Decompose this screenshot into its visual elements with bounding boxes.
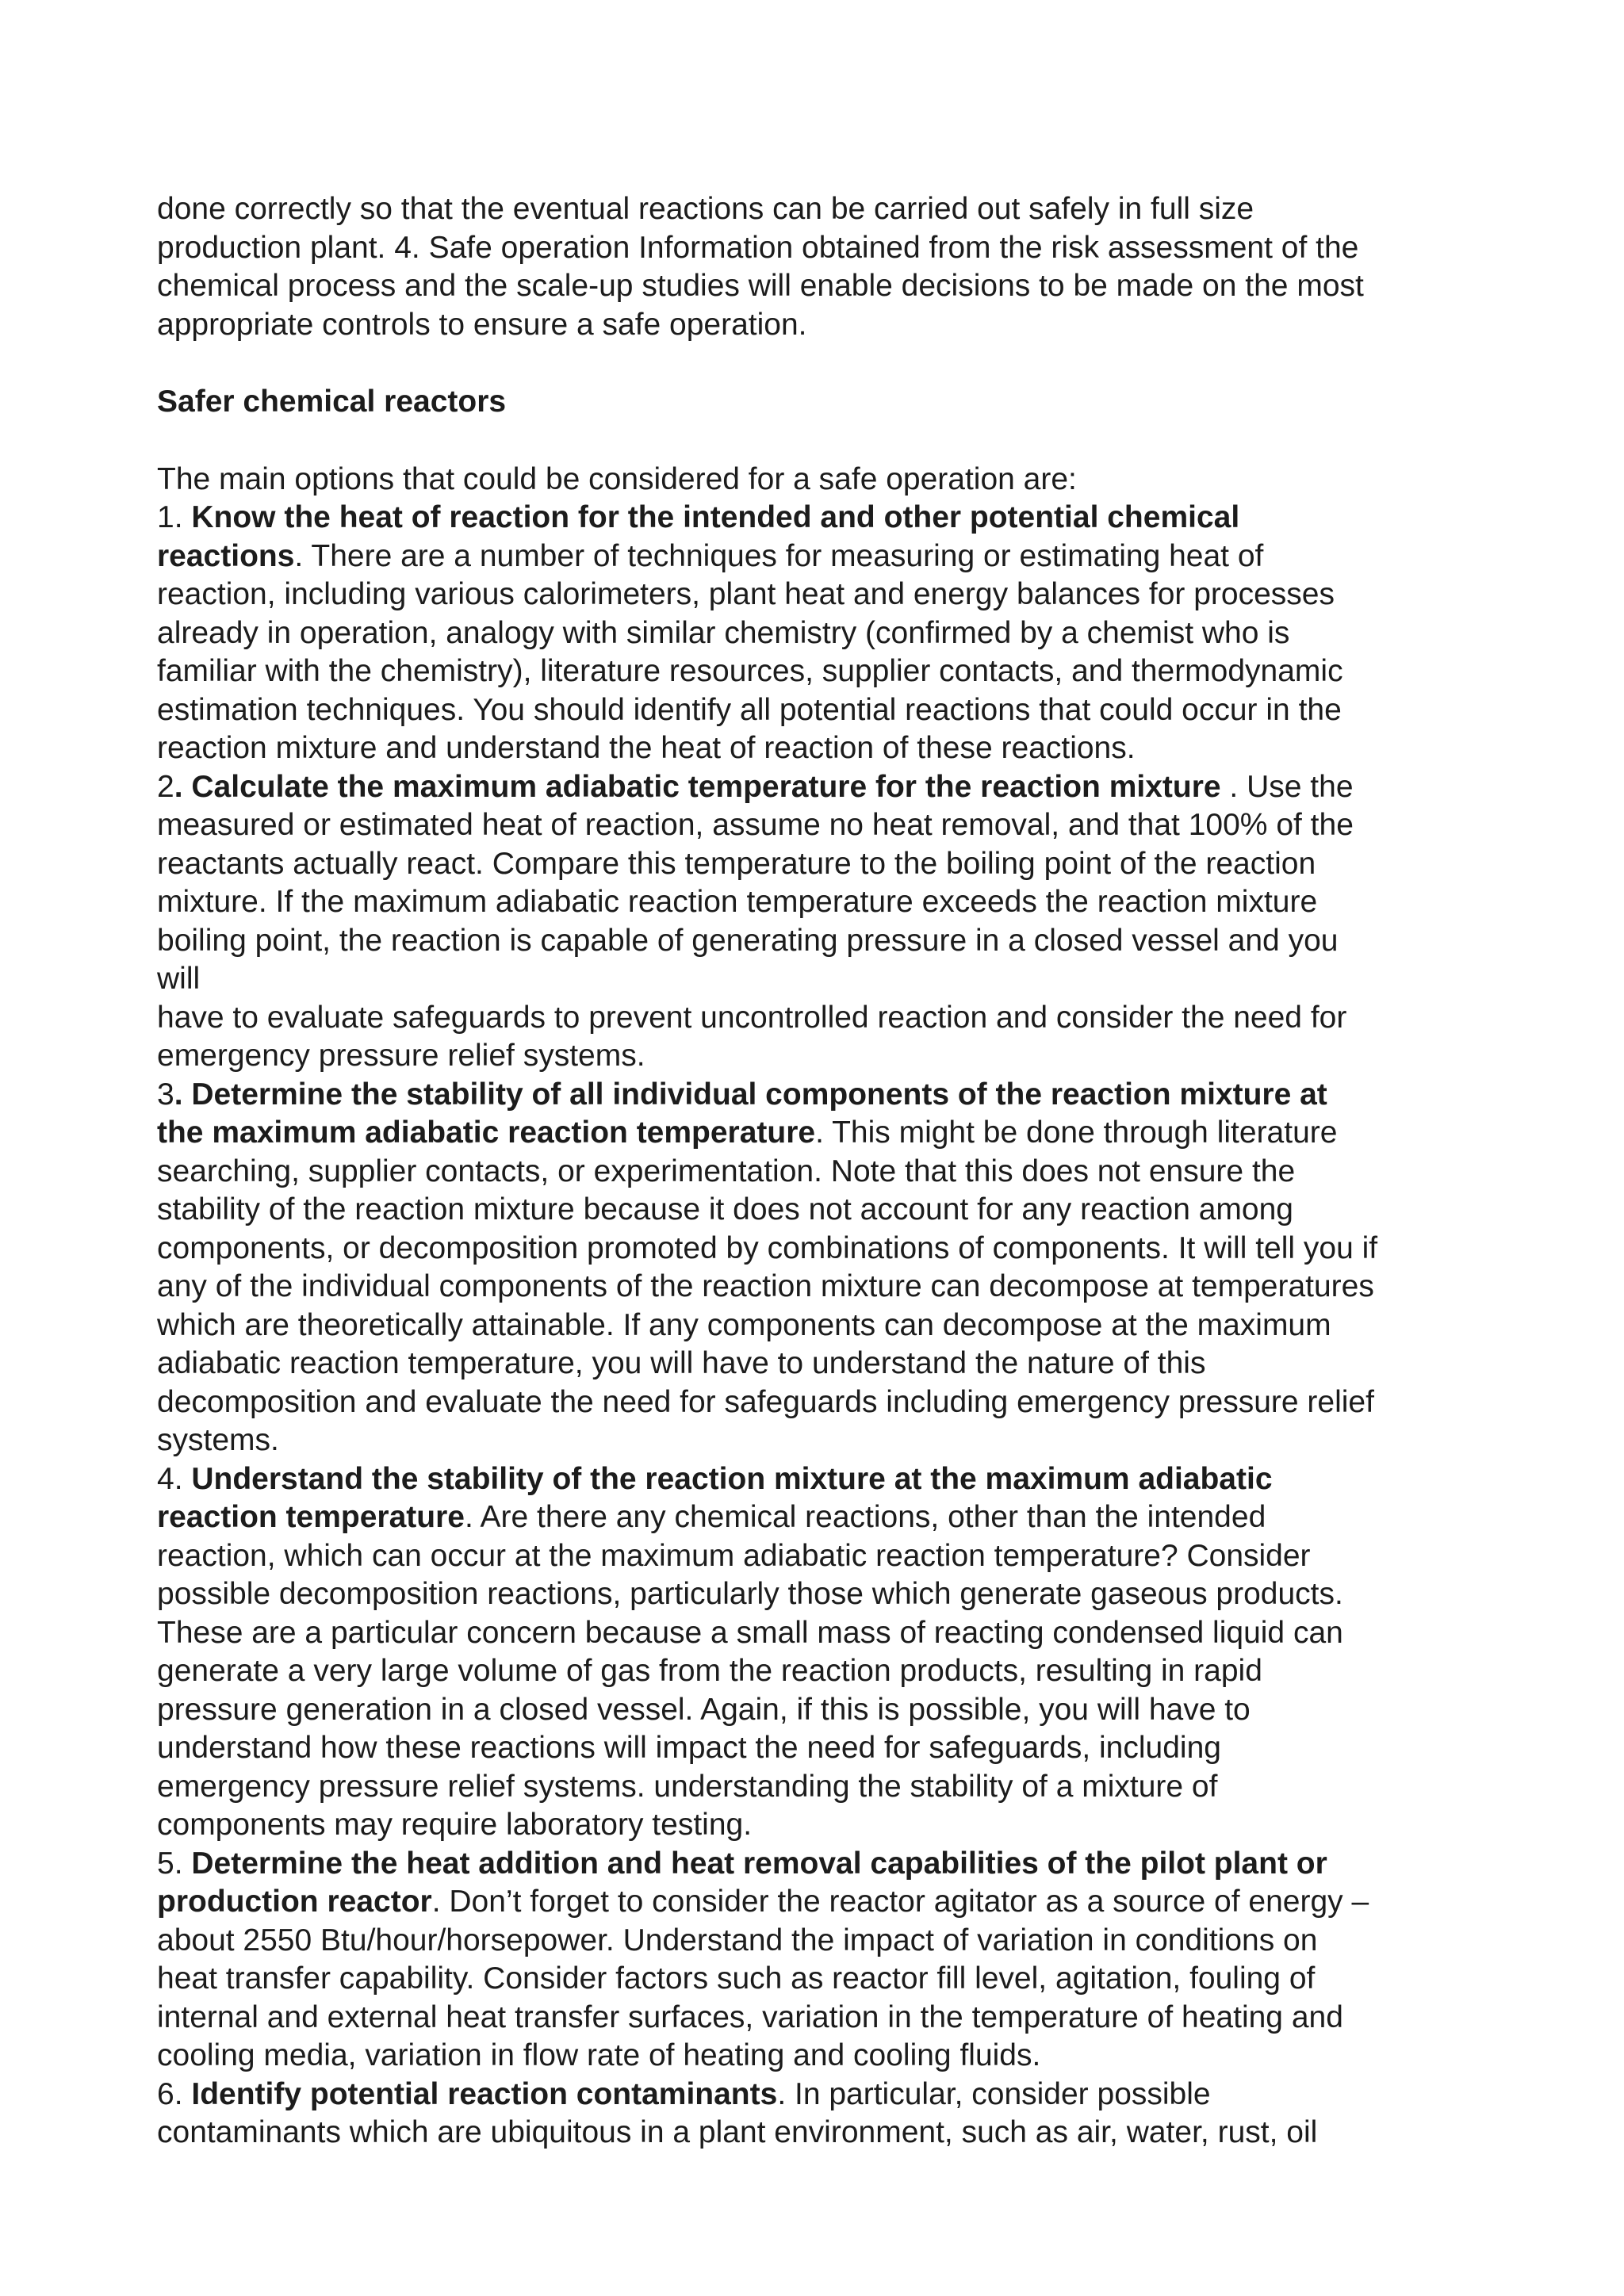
text-line bbox=[157, 1037, 1489, 1076]
text-run: contaminants which are ubiquitous in a plant environment, such as air, water, rust, oil bbox=[157, 2115, 1318, 2149]
text-run: any of the individual components of the reaction mixture can decompose at temperatures bbox=[157, 1269, 1374, 1303]
text-line bbox=[157, 1537, 1489, 1576]
text-run: 3 bbox=[157, 1077, 174, 1112]
text-run: components, or decomposition promoted by combinations of components. It will tell you if bbox=[157, 1230, 1378, 1265]
text-run: stability of the reaction mixture because it does not account for any reaction among bbox=[157, 1192, 1293, 1226]
text-run: which are theoretically attainable. If any components can decompose at the maximum bbox=[157, 1307, 1331, 1342]
bold-run: Determine the heat addition and heat removal capabilities of the pilot plant or bbox=[191, 1846, 1327, 1881]
numbered-list bbox=[157, 499, 1489, 2152]
bold-run: Know the heat of reaction for the intended and other potential chemical bbox=[191, 500, 1240, 534]
text-line bbox=[157, 2114, 1489, 2152]
text-run: reaction mixture and understand the heat of reaction of these reactions. bbox=[157, 731, 1136, 765]
bold-run: . Calculate the maximum adiabatic temperature for the reaction mixture bbox=[174, 769, 1221, 804]
text-run: about 2550 Btu/hour/horsepower. Understand the impact of variation in conditions on bbox=[157, 1923, 1318, 1957]
text-line bbox=[157, 1845, 1489, 1884]
text-run: components may require laboratory testing. bbox=[157, 1808, 753, 1842]
text-line bbox=[157, 806, 1489, 845]
text-line bbox=[157, 1652, 1489, 1691]
text-line bbox=[157, 1114, 1489, 1153]
section-heading: Safer chemical reactors bbox=[157, 385, 507, 419]
text-line bbox=[157, 1999, 1489, 2038]
text-line: appropriate controls to ensure a safe operation. bbox=[157, 307, 807, 342]
bold-run: the maximum adiabatic reaction temperature bbox=[157, 1115, 816, 1150]
text-line bbox=[157, 999, 1489, 1038]
text-line: chemical process and the scale-up studies will enable decisions to be made on the most bbox=[157, 269, 1364, 303]
text-run: cooling media, variation in flow rate of heating and cooling fluids. bbox=[157, 2038, 1041, 2072]
text-run: systems. bbox=[157, 1423, 279, 1457]
text-line: done correctly so that the eventual reactions can be carried out safely in full size bbox=[157, 192, 1254, 226]
text-line bbox=[157, 1498, 1489, 1537]
spacer bbox=[157, 422, 1489, 461]
text-run: possible decomposition reactions, particularly those which generate gaseous products. bbox=[157, 1577, 1343, 1611]
bold-run: reactions bbox=[157, 538, 295, 573]
text-line bbox=[157, 1960, 1489, 1999]
list-item bbox=[157, 1076, 1489, 1460]
text-line bbox=[157, 576, 1489, 614]
text-run: adiabatic reaction temperature, you will have to understand the nature of this bbox=[157, 1346, 1206, 1380]
text-run: emergency pressure relief systems. understanding the stability of a mixture of bbox=[157, 1769, 1218, 1804]
text-run: heat transfer capability. Consider factors such as reactor fill level, agitation, fouling of bbox=[157, 1961, 1316, 1996]
text-line bbox=[157, 768, 1489, 807]
text-run: boiling point, the reaction is capable of generating pressure in a closed vessel and you bbox=[157, 923, 1339, 958]
list-item bbox=[157, 1460, 1489, 1845]
text-run: generate a very large volume of gas from the reaction products, resulting in rapid bbox=[157, 1654, 1262, 1688]
list-item bbox=[157, 768, 1489, 1076]
text-line bbox=[157, 2076, 1489, 2114]
text-line bbox=[157, 1076, 1489, 1115]
text-run: These are a particular concern because a small mass of reacting condensed liquid can bbox=[157, 1615, 1343, 1650]
bold-run: production reactor bbox=[157, 1885, 432, 1919]
text-line bbox=[157, 1768, 1489, 1807]
text-run: will bbox=[157, 962, 201, 996]
text-line bbox=[157, 845, 1489, 884]
text-line bbox=[157, 729, 1489, 768]
bold-run: . Determine the stability of all individual components of the reaction mixture at bbox=[174, 1077, 1327, 1112]
text-run: understand how these reactions will impact the need for safeguards, including bbox=[157, 1731, 1221, 1765]
text-line bbox=[157, 1383, 1489, 1422]
text-line: production plant. 4. Safe operation Information obtained from the risk assessment of the bbox=[157, 230, 1359, 265]
section-lead: The main options that could be considered for a safe operation are: bbox=[157, 461, 1077, 496]
text-run: emergency pressure relief systems. bbox=[157, 1039, 645, 1073]
list-item bbox=[157, 2076, 1489, 2152]
text-line bbox=[157, 1614, 1489, 1653]
text-line bbox=[157, 691, 1489, 730]
text-run: reaction, including various calorimeters, plant heat and energy balances for processes bbox=[157, 577, 1335, 611]
text-run: measured or estimated heat of reaction, assume no heat removal, and that 100% of the bbox=[157, 808, 1354, 842]
bold-run: Understand the stability of the reaction mixture at the maximum adiabatic bbox=[191, 1461, 1273, 1496]
spacer bbox=[157, 344, 1489, 383]
text-line bbox=[157, 1729, 1489, 1768]
text-run: internal and external heat transfer surfaces, variation in the temperature of heating and bbox=[157, 1999, 1343, 2034]
text-run: reactants actually react. Compare this temperature to the boiling point of the reaction bbox=[157, 846, 1316, 881]
text-line bbox=[157, 499, 1489, 538]
text-run: familiar with the chemistry), literature resources, supplier contacts, and thermodynamic bbox=[157, 654, 1343, 688]
text-line bbox=[157, 1460, 1489, 1499]
text-run: 5. bbox=[157, 1846, 192, 1881]
text-run: 4. bbox=[157, 1461, 192, 1496]
bold-run: Identify potential reaction contaminants bbox=[191, 2076, 778, 2111]
document-page bbox=[157, 190, 1489, 2152]
intro-paragraph bbox=[157, 190, 1489, 344]
text-run: searching, supplier contacts, or experimentation. Note that this does not ensure the bbox=[157, 1154, 1296, 1188]
text-run: . In particular, consider possible bbox=[777, 2076, 1211, 2111]
bold-run: reaction temperature bbox=[157, 1500, 465, 1534]
text-run: have to evaluate safeguards to prevent uncontrolled reaction and consider the need for bbox=[157, 1000, 1347, 1035]
text-run: mixture. If the maximum adiabatic reaction temperature exceeds the reaction mixture bbox=[157, 885, 1318, 919]
text-line bbox=[157, 883, 1489, 922]
text-run: . Use the bbox=[1220, 769, 1354, 804]
text-run: reaction, which can occur at the maximum adiabatic reaction temperature? Consider bbox=[157, 1538, 1311, 1573]
list-item bbox=[157, 499, 1489, 768]
text-run: 6. bbox=[157, 2076, 192, 2111]
list-item bbox=[157, 1845, 1489, 2076]
text-line bbox=[157, 652, 1489, 691]
text-line bbox=[157, 1345, 1489, 1383]
text-line bbox=[157, 960, 1489, 999]
text-line bbox=[157, 1191, 1489, 1230]
text-run: estimation techniques. You should identify all potential reactions that could occur in the bbox=[157, 692, 1342, 727]
text-line bbox=[157, 1153, 1489, 1192]
text-run: already in operation, analogy with similar chemistry (confirmed by a chemist who is bbox=[157, 615, 1290, 650]
text-run: . This might be done through literature bbox=[815, 1115, 1338, 1150]
text-line bbox=[157, 1307, 1489, 1345]
text-line bbox=[157, 1268, 1489, 1307]
text-line bbox=[157, 614, 1489, 653]
text-line bbox=[157, 1883, 1489, 1922]
text-run: . There are a number of techniques for measuring or estimating heat of bbox=[294, 538, 1264, 573]
text-run: . Don’t forget to consider the reactor agitator as a source of energy – bbox=[431, 1885, 1369, 1919]
text-line bbox=[157, 1575, 1489, 1614]
text-line bbox=[157, 1922, 1489, 1961]
text-line bbox=[157, 538, 1489, 576]
text-line bbox=[157, 1422, 1489, 1460]
text-run: pressure generation in a closed vessel. Again, if this is possible, you will have to bbox=[157, 1692, 1251, 1727]
text-run: 1. bbox=[157, 500, 192, 534]
text-line bbox=[157, 1230, 1489, 1269]
text-run: . Are there any chemical reactions, other than the intended bbox=[464, 1500, 1266, 1534]
text-run: decomposition and evaluate the need for safeguards including emergency pressure relief bbox=[157, 1384, 1374, 1419]
text-line bbox=[157, 922, 1489, 961]
text-run: 2 bbox=[157, 769, 174, 804]
text-line bbox=[157, 2037, 1489, 2076]
text-line bbox=[157, 1806, 1489, 1845]
text-line bbox=[157, 1691, 1489, 1730]
